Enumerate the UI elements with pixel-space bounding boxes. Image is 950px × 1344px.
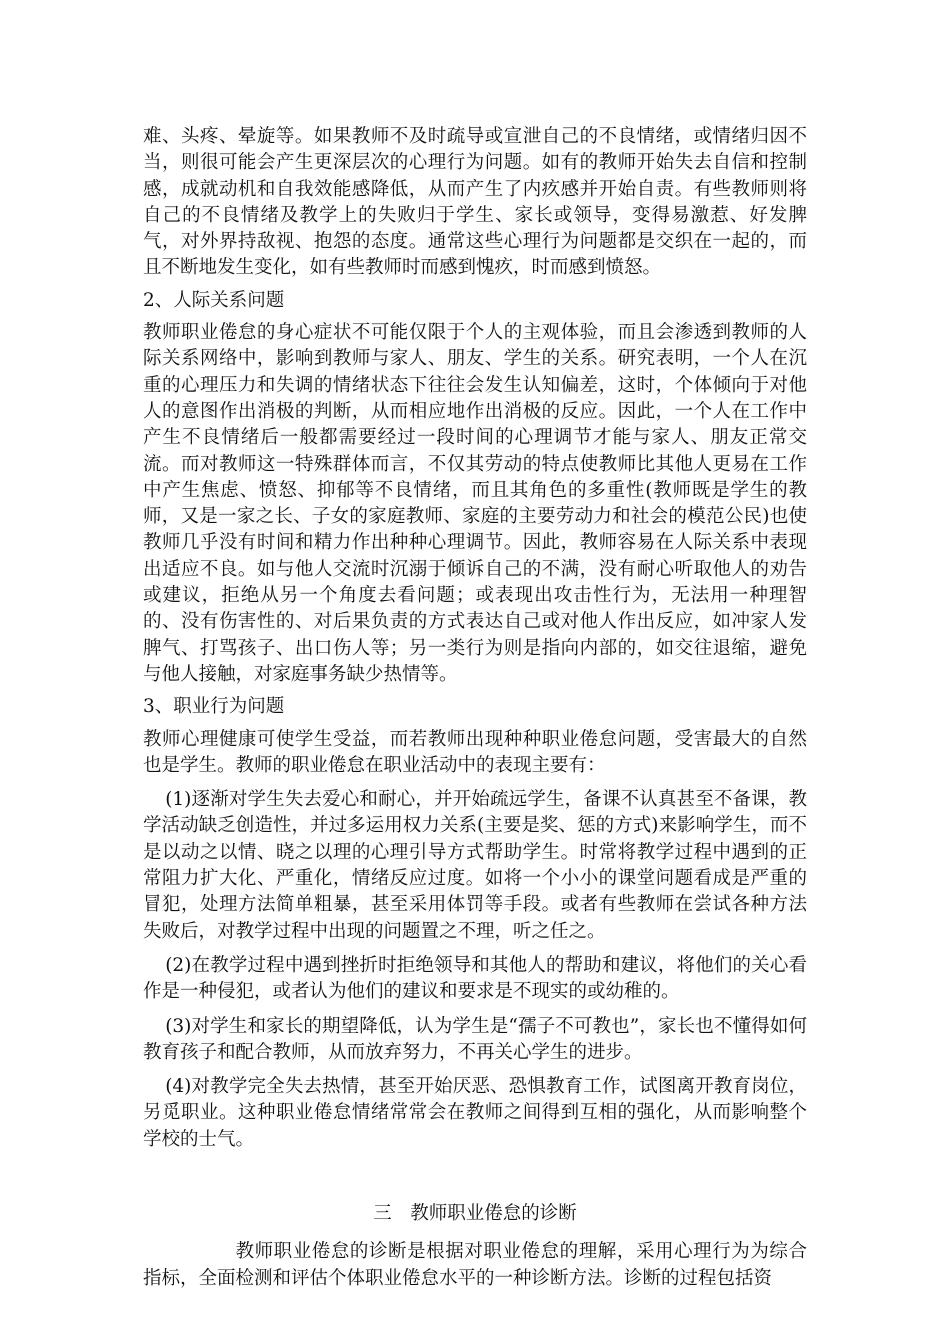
paragraph-diagnosis: 教师职业倦怠的诊断是根据对职业倦怠的理解，采用心理行为为综合指标，全面检测和评估个体职业倦怠水平的一种诊断方法。诊断的过程包括资: [143, 1241, 807, 1289]
paragraph-emotional-symptoms: 难、头疼、晕旋等。如果教师不及时疏导或宣泄自己的不良情绪，或情绪归因不当，则很可能会产生更深层次的心理行为问题。如有的教师开始失去自信和控制感，成就动机和自我效能感降低，从而产生了内疚感并开始自责。有些教师则将自己的不良情绪及教学上的失败归于学生、家长或领导，变得易激惹、好发脾气，对外界持敌视、抱怨的态度。通常这些心理行为问题都是交织在一起的，而且不断地发生变化，如有些教师时而感到愧疚，时而感到愤怒。: [143, 126, 807, 279]
paragraph-occupational-intro: 教师心理健康可使学生受益，而若教师出现种种职业倦怠问题，受害最大的自然也是学生。教师的职业倦怠在职业活动中的表现主要有：: [143, 728, 807, 776]
section-title-diagnosis: 三 教师职业倦怠的诊断: [373, 1202, 577, 1224]
paragraph-interpersonal: 教师职业倦怠的身心症状不可能仅限于个人的主观体验，而且会渗透到教师的人际关系网络中，影响到教师与家人、朋友、学生的关系。研究表明，一个人在沉重的心理压力和失调的情绪状态下往往会发生认知偏差，这时，个体倾向于对他人的意图作出消极的判断，从而相应地作出消极的反应。因此，一个人在工作中产生不良情绪后一般都需要经过一段时间的心理调节才能与家人、朋友正常交流。而对教师这一特殊群体而言，不仅其劳动的特点使教师比其他人更易在工作中产生焦虑、愤怒、抑郁等不良情绪，而且其角色的多重性(教师既是学生的教师，又是一家之长、子女的家庭教师、家庭的主要劳动力和社会的模范公民)也使教师几乎没有时间和精力作出种种心理调节。因此，教师容易在人际关系中表现出适应不良。如与他人交流时沉溺于倾诉自己的不满，没有耐心听取他人的劝告或建议，拒绝从另一个角度去看问题；或表现出攻击性行为，无法用一种理智的、没有伤害性的、对后果负责的方式表达自己或对他人作出反应，如冲家人发脾气、打骂孩子、出口伤人等；另一类行为则是指向内部的，如交往退缩，避免与他人接触，对家庭事务缺少热情等。: [143, 322, 807, 685]
document-page: [143, 124, 807, 1292]
list-item-1: (1)逐渐对学生失去爱心和耐心，并开始疏远学生，备课不认真甚至不备课，教学活动缺乏创造性，并过多运用权力关系(主要是奖、惩的方式)来影响学生，而不是以动之以情、晓之以理的心理引导方式帮助学生。时常将教学过程中遇到的正常阻力扩大化、严重化，情绪反应过度。如将一个小小的课堂问题看成是严重的冒犯，处理方法简单粗暴，甚至采用体罚等手段。或者有些教师在尝试各种方法失败后，对教学过程中出现的问题置之不理，听之任之。: [143, 789, 807, 942]
list-item-2: (2)在教学过程中遇到挫折时拒绝领导和其他人的帮助和建议，将他们的关心看作是一种侵犯，或者认为他们的建议和要求是不现实的或幼稚的。: [143, 954, 807, 1003]
heading-interpersonal-problems: 2、人际关系问题: [143, 289, 285, 311]
list-item-4: (4)对教学完全失去热情，甚至开始厌恶、恐惧教育工作，试图离开教育岗位，另觅职业。这种职业倦怠情绪常常会在教师之间得到互相的强化，从而影响整个学校的士气。: [143, 1076, 807, 1150]
list-item-3: (3)对学生和家长的期望降低，认为学生是“孺子不可教也”，家长也不懂得如何教育孩子和配合教师，从而放弃努力，不再关心学生的进步。: [143, 1015, 807, 1063]
heading-occupational-behavior: 3、职业行为问题: [143, 696, 285, 718]
